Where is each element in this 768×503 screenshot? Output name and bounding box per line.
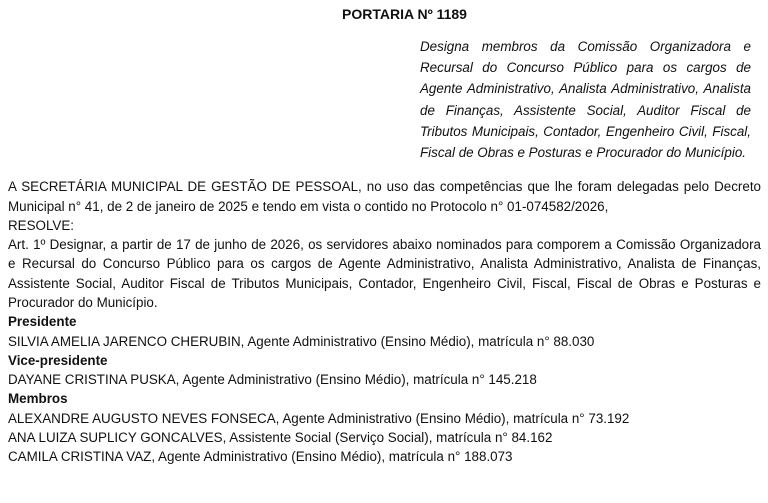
document-page <box>8 0 761 467</box>
member-entry: DAYANE CRISTINA PUSKA, Agente Administrativo (Ensino Médio), matrícula n° 145.218 <box>8 372 537 388</box>
member-entry: ALEXANDRE AUGUSTO NEVES FONSECA, Agente Administrativo (Ensino Médio), matrícula n° 73.192 <box>8 410 630 426</box>
member-entry: CAMILA CRISTINA VAZ, Agente Administrativo (Ensino Médio), matrícula n° 188.073 <box>8 449 513 465</box>
document-body <box>8 177 761 466</box>
article-1-paragraph: Art. 1º Designar, a partir de 17 de junho de 2026, os servidores abaixo nominados para comporem a Comissão Organizadora e Recursal do Concurso Público para os cargos de Agente Administrativo, Analista Administrativo, Analista de Finanças, Assistente Social, Auditor Fiscal de Tributos Municipais, Contador, Engenheiro Civil, Fiscal, Fiscal de Obras e Posturas e Procurador do Município. <box>8 237 761 310</box>
member-entry: ANA LUIZA SUPLICY GONCALVES, Assistente Social (Serviço Social), matrícula n° 84.162 <box>8 430 553 446</box>
preamble-line-2: Municipal n° 41, de 2 de janeiro de 2025 e tendo em vista o contido no Protocolo n° 01-074582/2026, <box>8 198 609 214</box>
preamble-line-1: A SECRETÁRIA MUNICIPAL DE GESTÃO DE PESSOAL, no uso das competências que lhe foram delegadas pelo Decreto <box>8 179 761 195</box>
document-title: PORTARIA Nº 1189 <box>342 6 467 22</box>
section-heading-membros: Membros <box>8 391 68 407</box>
resolve-label: RESOLVE: <box>8 217 74 233</box>
section-heading-vice-presidente: Vice-presidente <box>8 352 108 368</box>
section-heading-presidente: Presidente <box>8 314 77 330</box>
member-entry: SILVIA AMELIA JARENCO CHERUBIN, Agente Administrativo (Ensino Médio), matrícula n° 88.030 <box>8 333 595 349</box>
document-ementa: Designa membros da Comissão Organizadora e Recursal do Concurso Público para os cargos de Agente Administrativo, Analista Administrativo, Analista de Finanças, Assistente Social, Auditor Fiscal de Tributos Municipais, Contador, Engenheiro Civil, Fiscal, Fiscal de Obras e Posturas e Procurador do Município. <box>420 39 751 161</box>
